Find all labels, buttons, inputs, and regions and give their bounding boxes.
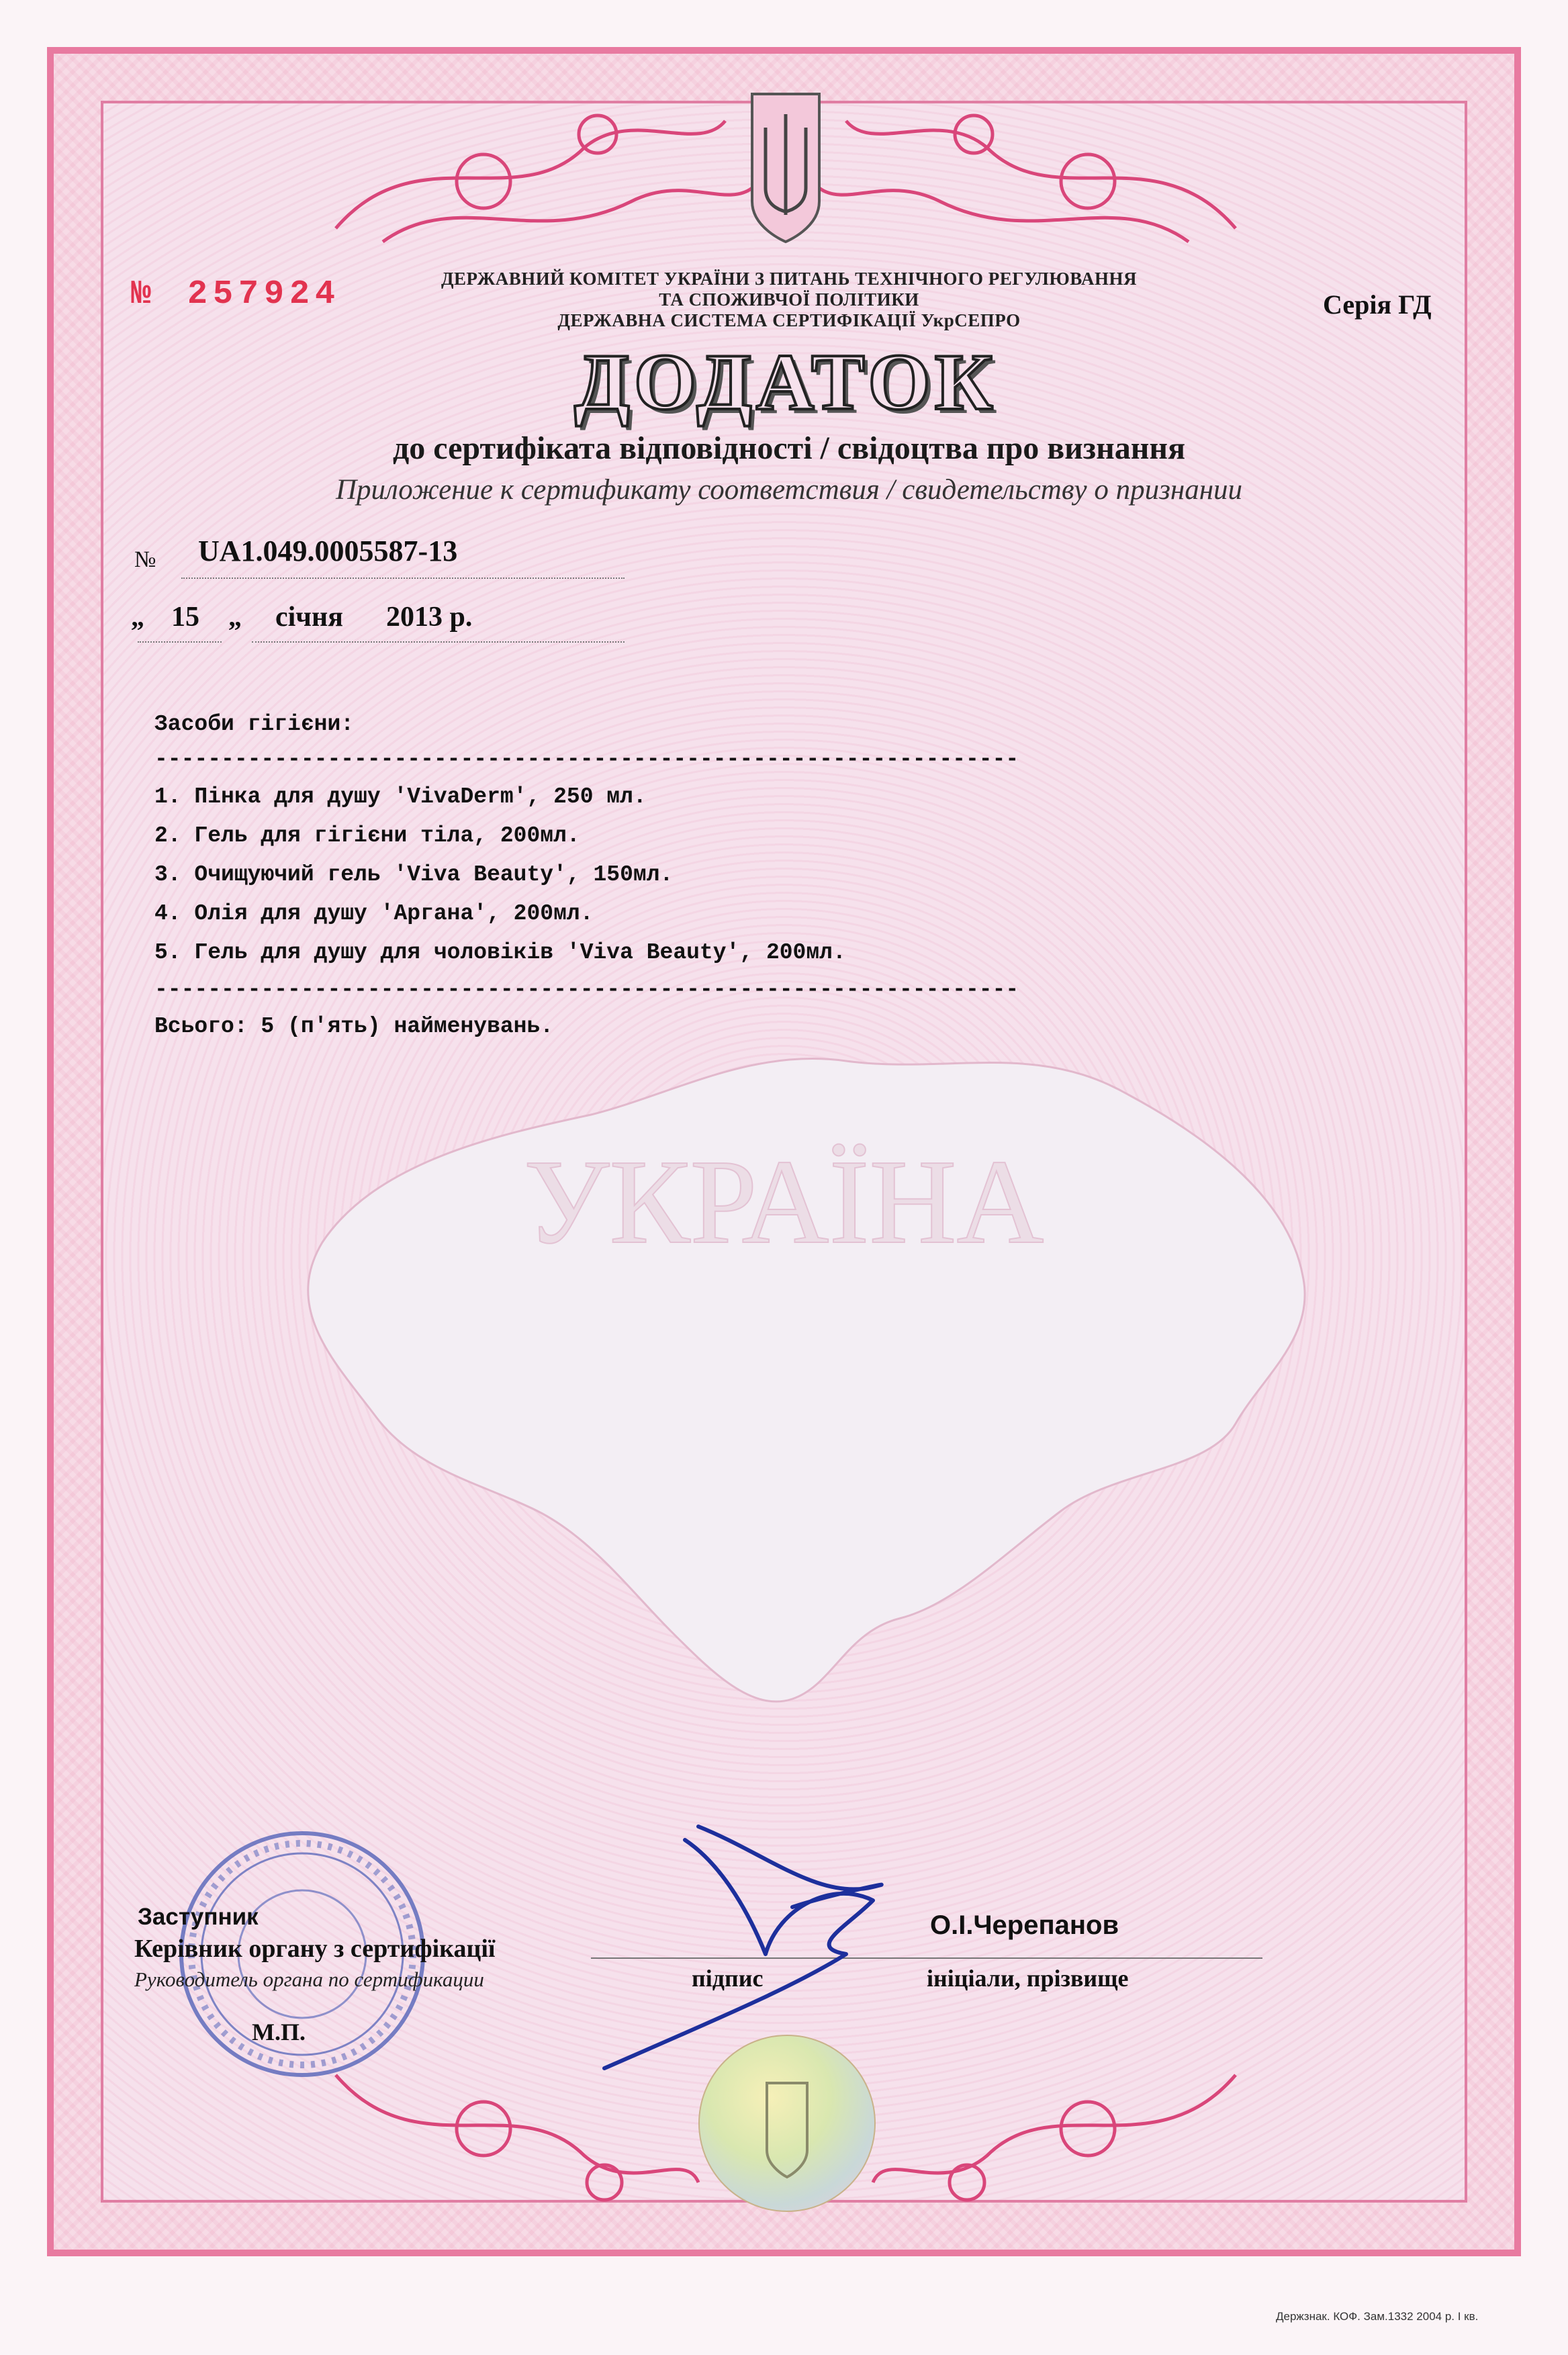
list-item: 4. Олія для душу 'Аргана', 200мл. bbox=[154, 901, 594, 926]
issuer-header bbox=[363, 269, 1215, 331]
separator-bottom: ----------------------------------------------------------------- bbox=[154, 977, 1019, 1002]
signatory-role-ua: Керівник органу з сертифікації bbox=[134, 1935, 496, 1963]
signature-caption: підпис bbox=[692, 1965, 764, 1992]
date-month: січня bbox=[275, 602, 343, 633]
series-label: Серія ГД bbox=[1323, 289, 1432, 320]
form-number: 257924 bbox=[187, 275, 341, 314]
cert-no-line bbox=[181, 578, 625, 579]
cert-no-label: № bbox=[134, 547, 156, 572]
date-close-quote: „ bbox=[228, 602, 242, 632]
number-label: № bbox=[131, 275, 152, 314]
date-day-line bbox=[138, 641, 222, 643]
bottom-ornament bbox=[282, 2048, 1289, 2250]
top-ornament bbox=[282, 54, 1289, 255]
separator-top: ----------------------------------------------------------------- bbox=[154, 747, 1019, 772]
signatory-role-ru: Руководитель органа по сертификации bbox=[134, 1968, 484, 1991]
document-title: ДОДАТОК bbox=[574, 337, 997, 426]
name-caption: ініціали, прізвище bbox=[927, 1965, 1129, 1992]
signatory-deputy: Заступник bbox=[138, 1904, 259, 1930]
list-total: Всього: 5 (п'ять) найменувань. bbox=[154, 1014, 554, 1039]
date-year: 2013 р. bbox=[386, 602, 473, 633]
watermark-text: УКРАЇНА bbox=[524, 1135, 1044, 1268]
date-open-quote: „ bbox=[131, 602, 144, 632]
list-item: 1. Пінка для душу 'VivaDerm', 250 мл. bbox=[154, 784, 647, 809]
list-item: 5. Гель для душу для чоловіків 'Viva Beauty', 200мл. bbox=[154, 940, 846, 965]
list-item: 2. Гель для гігієни тіла, 200мл. bbox=[154, 823, 580, 848]
date-day: 15 bbox=[171, 602, 199, 633]
seal-place-label: М.П. bbox=[252, 2019, 306, 2045]
cert-no-value: UA1.049.0005587-13 bbox=[198, 535, 458, 567]
subtitle-ua: до сертифіката відповідності / свідоцтва про визнання bbox=[392, 430, 1186, 466]
list-item: 3. Очищуючий гель 'Viva Beauty', 150мл. bbox=[154, 862, 674, 887]
subtitle-ru: Приложение к сертификату соответствия / свидетельству о признании bbox=[335, 474, 1243, 506]
ukraine-map-watermark bbox=[242, 960, 1383, 1766]
issuer-line-2: ТА СПОЖИВЧОЇ ПОЛІТИКИ bbox=[659, 289, 919, 310]
date-month-line bbox=[252, 641, 625, 643]
trident-icon bbox=[752, 94, 819, 242]
signatory-name: О.І.Черепанов bbox=[930, 1910, 1119, 1940]
printer-footer: Держзнак. КОФ. Зам.1332 2004 р. І кв. bbox=[1276, 2310, 1479, 2323]
issuer-line-1: ДЕРЖАВНИЙ КОМІТЕТ УКРАЇНИ З ПИТАНЬ ТЕХНІЧНОГО РЕГУЛЮВАННЯ bbox=[441, 269, 1138, 289]
list-heading: Засоби гігієни: bbox=[154, 712, 355, 737]
issuer-line-3: ДЕРЖАВНА СИСТЕМА СЕРТИФІКАЦІЇ УкрСЕПРО bbox=[557, 310, 1021, 330]
product-list bbox=[154, 784, 846, 979]
